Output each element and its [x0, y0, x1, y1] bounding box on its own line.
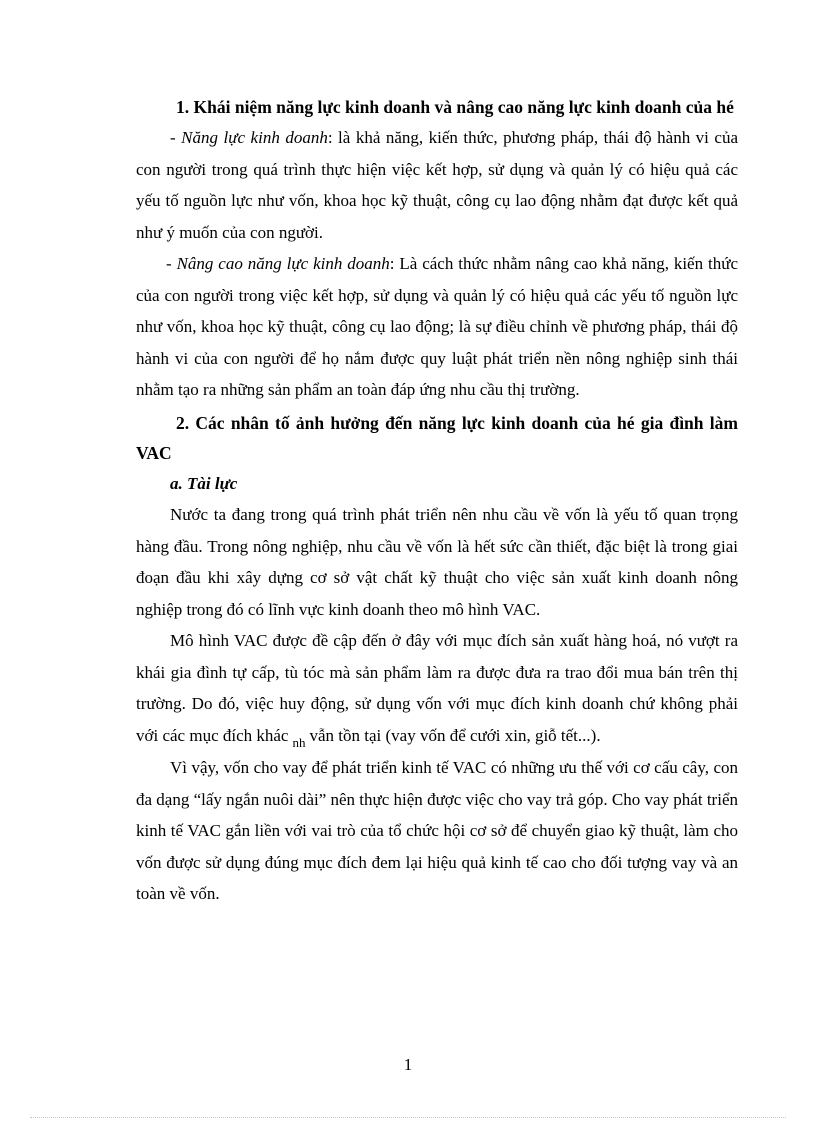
definition-business-capacity: : là khả năng, kiến thức, phương pháp, thái độ hành vi của con người trong quá trình thực hiện việc kết hợp, sử dụng và quản lý có hiệu quả các yếu tố nguồn lực như vốn, khoa học kỹ thuật, công cụ lao động nhằm đạt được kết quả như ý muốn của con người. [136, 128, 738, 242]
vac-model-text-end: vẫn tồn tại (vay vốn để cưới xin, giỗ tết...). [309, 725, 601, 745]
term-business-capacity: Năng lực kinh doanh [181, 128, 328, 147]
definition-enhance-capacity: : Là cách thức nhằm nâng cao khả năng, kiến thức của con người trong việc kết hợp, sử dụng và quản lý có hiệu quả các yếu tố nguồn lực như vốn, khoa học kỹ thuật, công cụ lao động; là sự điều chỉnh về phương pháp, thái độ hành vi của con người để họ nắm được quy luật phát triển nền nông nghiệp sinh thái nhằm tạo ra những sản phẩm an toàn đáp ứng nhu cầu thị trường. [136, 254, 738, 399]
dash-prefix: - [166, 254, 177, 273]
paragraph-capital-needs: Nước ta đang trong quá trình phát triển nên nhu cầu về vốn là yếu tố quan trọng hàng đầu. Trong nông nghiệp, nhu cầu về vốn là hết sức cần thiết, đặc biệt là trong giai đoạn đầu khi xây dựng cơ sở vật chất kỹ thuật cho việc sản xuất kinh doanh nông nghiệp trong đó có lĩnh vực kinh doanh theo mô hình VAC. [136, 505, 738, 619]
paragraph-loans: Vì vậy, vốn cho vay để phát triển kinh tế VAC có những ưu thế với cơ cấu cây, con đa dạng “lấy ngắn nuôi dài” nên thực hiện được việc cho vay trả góp. Cho vay phát triển kinh tế VAC gắn liền với vai trò của tổ chức hội cơ sở để chuyển giao kỹ thuật, làm cho vốn được sử dụng đúng mục đích đem lại hiệu quả kinh tế cao cho đối tượng vay và an toàn về vốn. [136, 758, 738, 903]
document-body [136, 90, 738, 910]
paragraph-business-capacity [136, 122, 738, 248]
page-number: 1 [403, 1055, 413, 1074]
vac-model-text: Mô hình VAC được đề cập đến ở đây với mục đích sản xuất hàng hoá, nó vượt ra khái gia đình tự cấp, tù tóc mà sản phẩm làm ra được đưa ra trao đổi mua bán trên thị trường. Do đó, việc huy động, sử dụng vốn với mục đích kinh doanh chứ không phải với các mục đích khác [136, 631, 738, 745]
subheading-financial: a. Tài lực [170, 473, 238, 493]
paragraph-vac-model [136, 625, 738, 752]
term-enhance-capacity: Nâng cao năng lực kinh doanh [176, 254, 390, 273]
paragraph-enhance-capacity [136, 248, 738, 406]
section-2-heading: 2. Các nhân tố ảnh hưởng đến năng lực kinh doanh của hé gia đình làm VAC [136, 412, 738, 463]
footer-divider [30, 1117, 786, 1118]
section-1-heading: 1. Khái niệm năng lực kinh doanh và nâng cao năng lực kinh doanh của hé [176, 97, 734, 117]
dash-prefix: - [170, 128, 182, 147]
subscript-note: nh [292, 734, 306, 750]
